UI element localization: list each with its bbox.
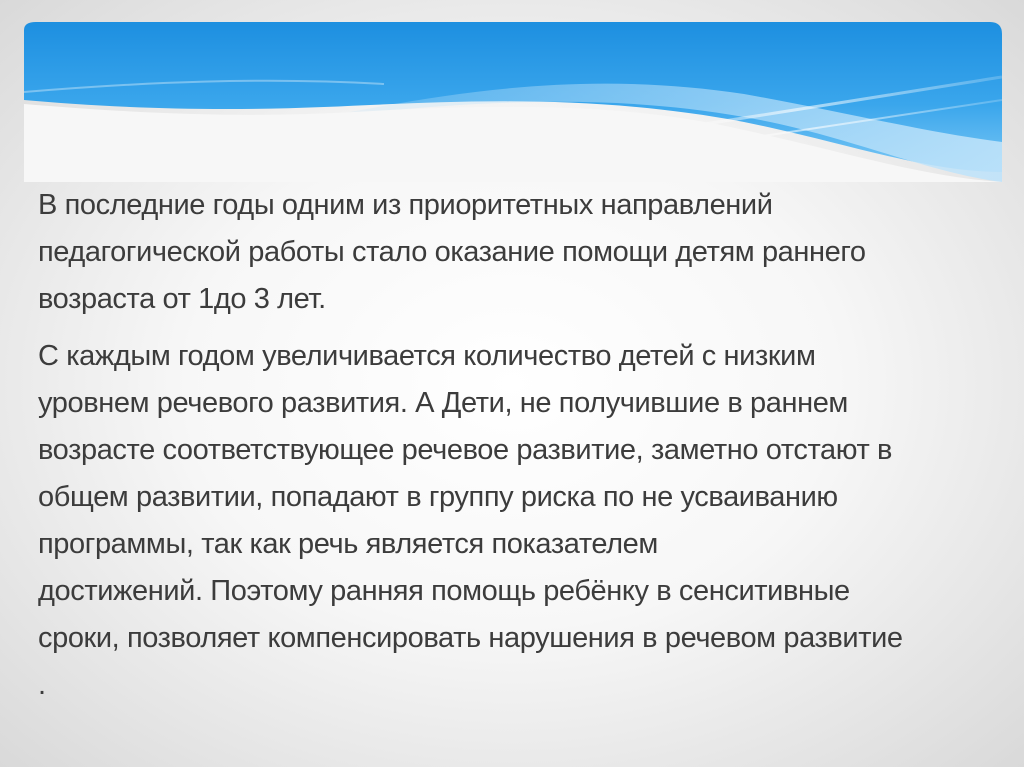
slide-body	[38, 182, 998, 709]
wave-banner	[24, 22, 1002, 182]
paragraph-2: С каждым годом увеличивается количество детей с низким уровнем речевого развития. А Дети, не получившие в раннем возрасте соответствующее речевое развитие, заметно отстают в общем развитии, попадают в группу риска по не усваиванию программы, так как речь является показателем достижений. Поэтому ранняя помощь ребёнку в сенситивные сроки, позволяет компенсировать нарушения в речевом развитие .	[38, 340, 903, 701]
paragraph-1: В последние годы одним из приоритетных направлений педагогической работы стало оказание помощи детям раннего возраста от 1до 3 лет.	[38, 189, 866, 315]
